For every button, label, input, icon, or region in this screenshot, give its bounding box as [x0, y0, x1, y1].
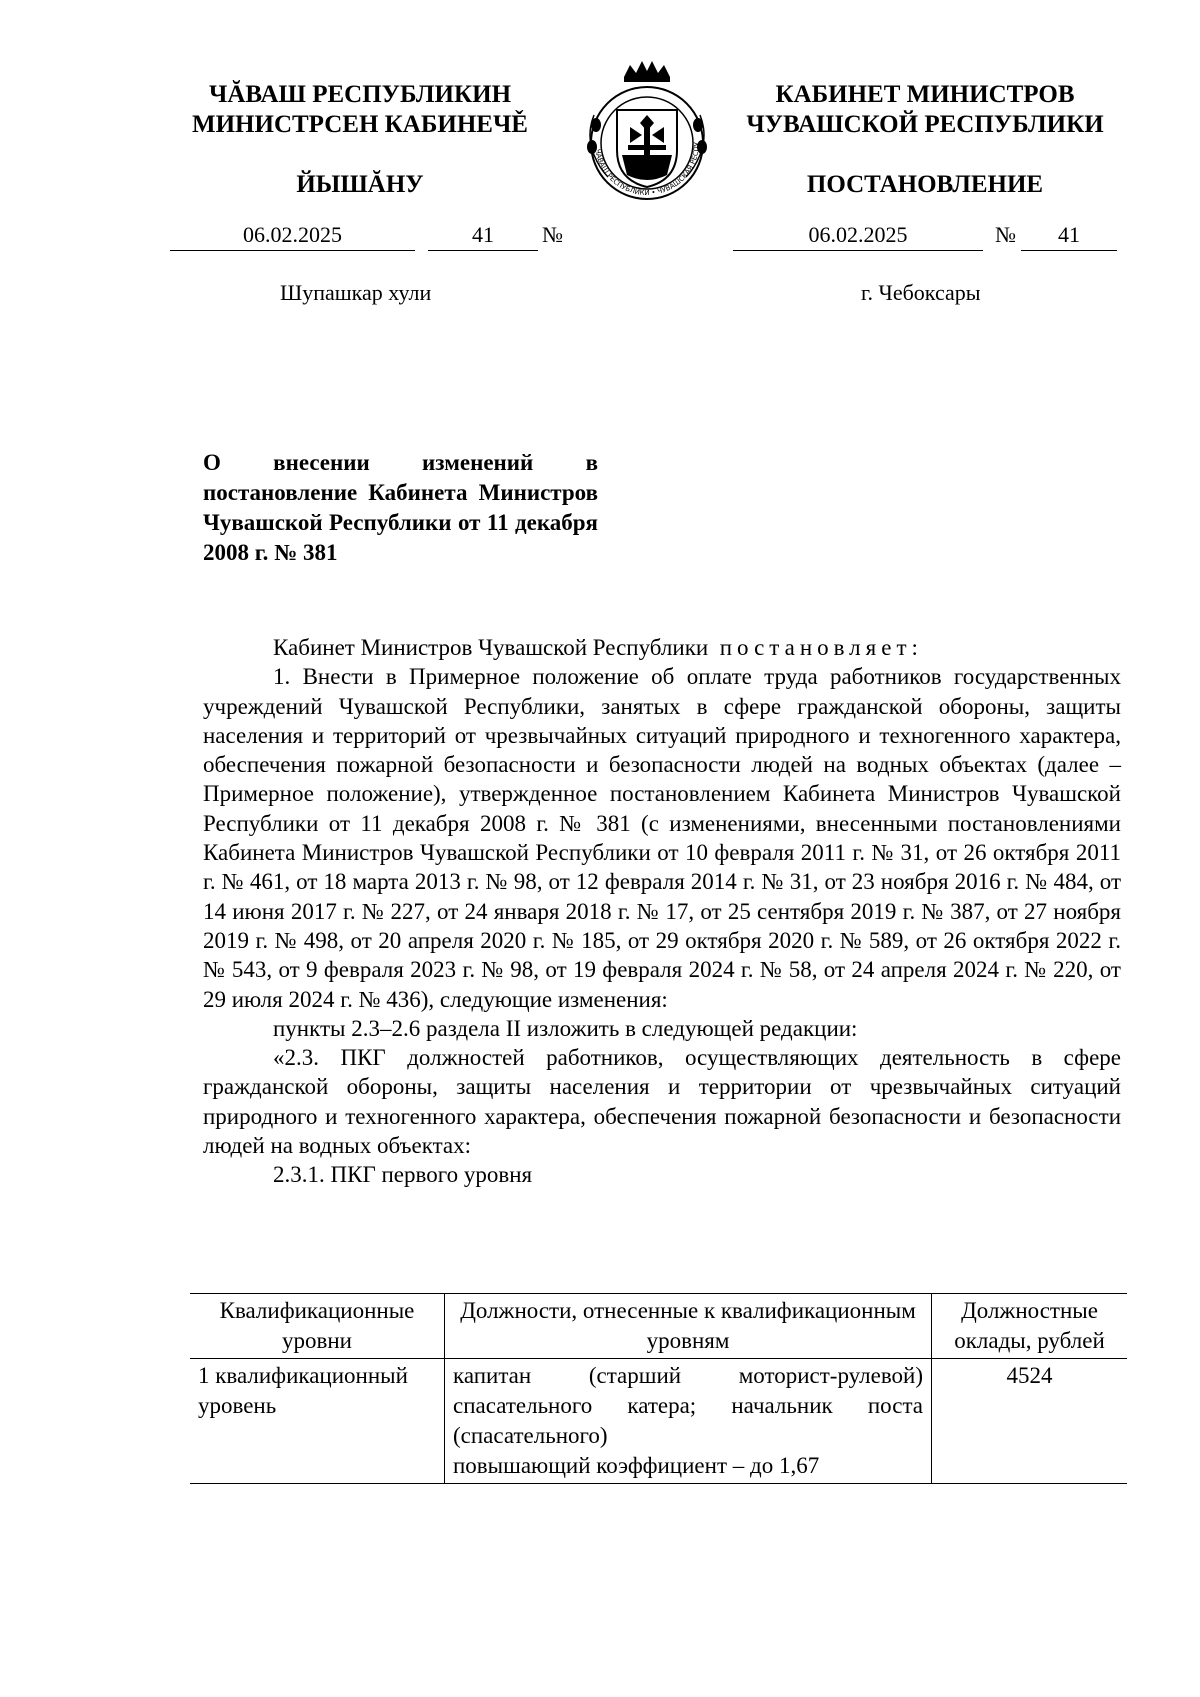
intro-paragraph — [203, 633, 1121, 662]
right-doc-type: ПОСТАНОВЛЕНИЕ — [806, 171, 1044, 198]
row-positions: капитан (старший моторист-рулевой) спасательного катера; начальник поста (спасательного) — [453, 1363, 923, 1448]
row-positions-cell — [445, 1359, 932, 1484]
paragraph-2: пункты 2.3–2.6 раздела II изложить в следующей редакции: — [273, 1015, 858, 1041]
paragraph-3: «2.3. ПКГ должностей работников, осуществляющих деятельность в сфере гражданской обороны, защиты населения и территории от чрезвычайных ситуаций природного и техногенного характера, обеспечения пожарной безопасности и безопасности людей на водных объектах: — [203, 1045, 1121, 1159]
chuvash-republic-emblem-icon — [572, 55, 722, 205]
document-subject: О внесении изменений в постановление Кабинета Министров Чувашской Республики от 11 декабря 2008 г. № 381 — [203, 450, 598, 565]
right-number-sign: № — [995, 222, 1016, 247]
right-date: 06.02.2025 — [733, 222, 983, 251]
right-city: г. Чебоксары — [861, 280, 981, 305]
emblem-ring-text: ЧĂВАШ РЕСПУБЛИКИ • ЧУВАШСКАЯ РЕСПУ — [593, 142, 702, 198]
left-title-line-1: ЧĂВАШ РЕСПУБЛИКИН — [208, 81, 512, 108]
intro-decree-word: постановляет: — [719, 635, 923, 660]
left-date: 06.02.2025 — [170, 222, 415, 251]
row-level: 1 квалификационный уровень — [198, 1363, 408, 1418]
left-city: Шупашкар хули — [280, 280, 432, 305]
paragraph-1: 1. Внести в Примерное положение об оплате труда работников государственных учреждений Чувашской Республики, занятых в сфере гражданской обороны, защиты населения и территорий от чрезвычайных ситуаций природного и техногенного характера, обеспечения пожарной безопасности и безопасности людей на водных объектах (далее – Примерное положение), утвержденное постановлением Кабинета Министров Чувашской Республики от 11 декабря 2008 г. № 381 (с изменениями, внесенными постановлениями Кабинета Министров Чувашской Республики от 10 февраля 2011 г. № 31, от 26 октября 2011 г. № 461, от 18 марта 2013 г. № 98, от 12 февраля 2014 г. № 31, от 23 ноября 2016 г. № 484, от 14 июня 2017 г. № 227, от 24 января 2018 г. № 17, от 25 сентября 2019 г. № 387, от 27 ноября 2019 г. № 498, от 20 апреля 2020 г. № 185, от 29 октября 2020 г. № 589, от 26 октября 2022 г. № 543, от 9 февраля 2023 г. № 98, от 19 февраля 2024 г. № 58, от 24 апреля 2024 г. № 220, от 29 июля 2024 г. № 436), следующие изменения: — [203, 664, 1121, 1012]
header-levels: Квалификационные уровни — [190, 1294, 445, 1359]
row-salary: 4524 — [1006, 1363, 1053, 1388]
pkg-table — [190, 1293, 1127, 1484]
table-row — [190, 1359, 1127, 1484]
left-number: 41 — [428, 222, 538, 251]
right-title-line-2: ЧУВАШСКОЙ РЕСПУБЛИКИ — [746, 111, 1104, 138]
right-numbering — [733, 222, 1133, 254]
header-positions: Должности, отнесенные к квалификационным уровням — [445, 1294, 932, 1359]
left-numbering — [170, 222, 590, 254]
row-coefficient: повышающий коэффициент – до 1,67 — [453, 1453, 820, 1478]
left-header — [160, 80, 560, 200]
left-number-sign: № — [542, 222, 563, 247]
intro-prefix: Кабинет Министров Чувашской Республики — [273, 635, 709, 660]
table-header-row — [190, 1294, 1127, 1359]
left-doc-type: ЙЫШĂНУ — [296, 171, 424, 198]
header-salary: Должностные оклады, рублей — [932, 1294, 1128, 1359]
right-number: 41 — [1021, 222, 1117, 251]
right-title-line-1: КАБИНЕТ МИНИСТРОВ — [775, 81, 1075, 108]
left-title-line-2: МИНИСТРСЕН КАБИНЕЧĚ — [192, 111, 528, 138]
paragraph-4: 2.3.1. ПКГ первого уровня — [273, 1162, 533, 1188]
right-header — [730, 80, 1120, 200]
document-body — [203, 633, 1121, 1190]
